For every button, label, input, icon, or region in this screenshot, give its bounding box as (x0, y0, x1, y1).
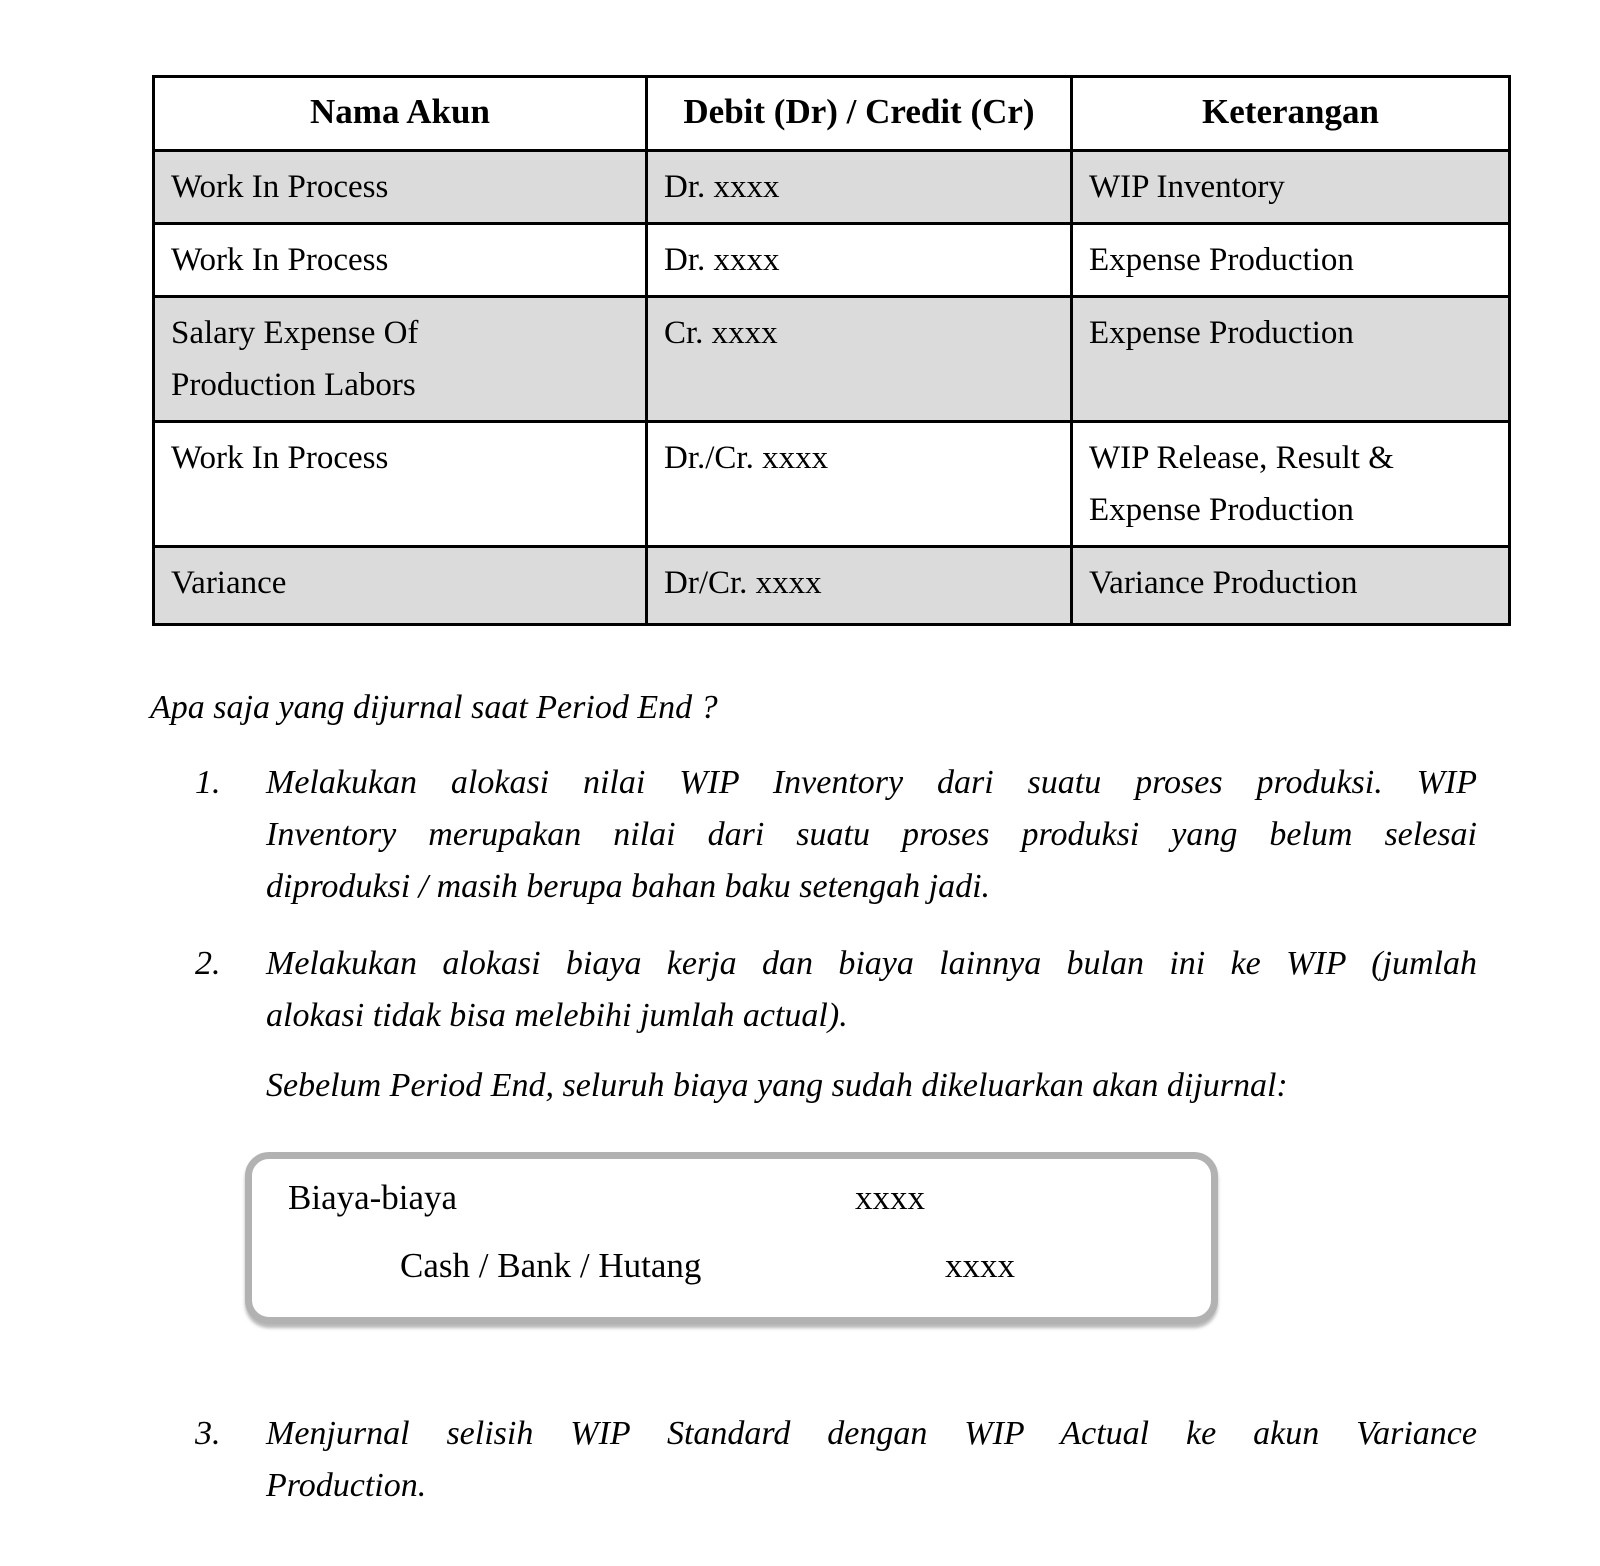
header-nama-akun: Nama Akun (154, 77, 647, 151)
cell-line: WIP Inventory (1089, 169, 1285, 205)
table-row (154, 547, 1510, 625)
cell-line: Work In Process (171, 242, 389, 278)
list-number: 3. (195, 1415, 221, 1452)
cell-line: Expense Production (1089, 315, 1354, 351)
text-line: alokasi tidak bisa melebihi jumlah actual). (266, 997, 848, 1034)
drcr-cell (647, 422, 1072, 547)
list-item-1 (195, 757, 1477, 913)
text-line: Menjurnal selisih WIP Standard dengan WIP Actual ke akun Variance (266, 1415, 1477, 1452)
table-row (154, 297, 1510, 422)
journal-account: Cash / Bank / Hutang (400, 1246, 702, 1285)
list-item-2 (195, 938, 1477, 1042)
text-line: Melakukan alokasi nilai WIP Inventory dari suatu proses produksi. WIP (266, 764, 1477, 801)
drcr-cell (647, 547, 1072, 625)
note-cell (1072, 151, 1510, 224)
list-item-3 (195, 1408, 1477, 1512)
text-line: diproduksi / masih berupa bahan baku setengah jadi. (266, 868, 991, 905)
account-cell (154, 547, 647, 625)
note-cell (1072, 224, 1510, 297)
list-item-text (266, 1408, 1477, 1512)
note-cell (1072, 297, 1510, 422)
note-cell (1072, 547, 1510, 625)
list-item-text (266, 757, 1477, 913)
drcr-cell (647, 151, 1072, 224)
cell-line: Cr. xxxx (664, 315, 778, 351)
cell-line: Salary Expense Of (171, 315, 419, 351)
table-header (154, 77, 1510, 151)
journal-account: Biaya-biaya (288, 1178, 458, 1217)
text-line: Production. (266, 1467, 427, 1504)
text-line: Inventory merupakan nilai dari suatu proses produksi yang belum selesai (266, 816, 1477, 853)
cell-line: Dr./Cr. xxxx (664, 440, 829, 476)
header-keterangan: Keterangan (1072, 77, 1510, 151)
cell-line: Variance Production (1089, 565, 1358, 601)
table-row (154, 224, 1510, 297)
journal-amount: xxxx (855, 1178, 925, 1217)
cell-line: Production Labors (171, 367, 416, 403)
drcr-cell (647, 224, 1072, 297)
note-line: Sebelum Period End, seluruh biaya yang sudah dikeluarkan akan dijurnal: (266, 1067, 1288, 1104)
drcr-cell (647, 297, 1072, 422)
text-line: Melakukan alokasi biaya kerja dan biaya lainnya bulan ini ke WIP (jumlah (266, 945, 1477, 982)
list-item-text (266, 938, 1477, 1042)
account-cell (154, 297, 647, 422)
cell-line: Dr/Cr. xxxx (664, 565, 822, 601)
table-header-row (154, 77, 1510, 151)
journal-accounts-table (152, 75, 1511, 626)
account-cell (154, 224, 647, 297)
cell-line: Expense Production (1089, 492, 1354, 528)
list-number: 1. (195, 764, 221, 801)
cell-line: Dr. xxxx (664, 169, 780, 205)
cell-line: Expense Production (1089, 242, 1354, 278)
account-cell (154, 151, 647, 224)
list-number: 2. (195, 945, 221, 982)
note-cell (1072, 422, 1510, 547)
header-debit-credit: Debit (Dr) / Credit (Cr) (647, 77, 1072, 151)
account-cell (154, 422, 647, 547)
cell-line: Variance (171, 565, 287, 601)
cell-line: Work In Process (171, 169, 389, 205)
journal-entry-box (245, 1152, 1218, 1324)
journal-amount: xxxx (945, 1246, 1015, 1285)
cell-line: WIP Release, Result & (1089, 440, 1394, 476)
cell-line: Dr. xxxx (664, 242, 780, 278)
intro-question: Apa saja yang dijurnal saat Period End ? (150, 689, 718, 726)
cell-line: Work In Process (171, 440, 389, 476)
table-row (154, 151, 1510, 224)
table-row (154, 422, 1510, 547)
